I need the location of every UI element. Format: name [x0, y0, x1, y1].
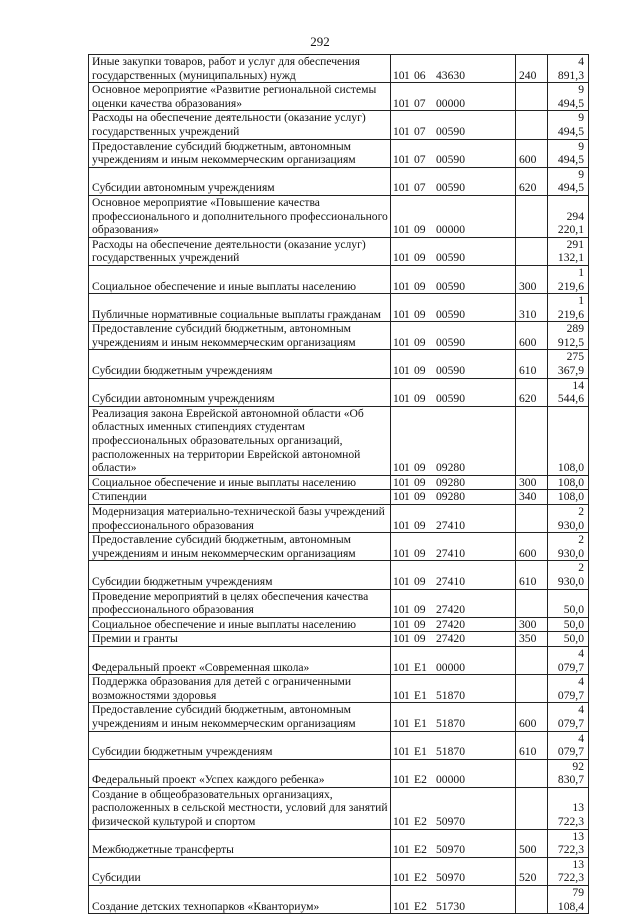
- amount: 9 494,5: [548, 111, 589, 139]
- code-section: 10: [393, 124, 405, 138]
- code-direction: 51870: [436, 745, 465, 759]
- code-subprogram: E2: [414, 815, 427, 829]
- code-direction: 00000: [436, 660, 465, 674]
- amount: 2 930,0: [548, 561, 589, 589]
- item-code: [391, 589, 516, 617]
- amount: 2 930,0: [548, 505, 589, 533]
- code-program: 1: [404, 307, 410, 321]
- expense-type: [516, 406, 548, 475]
- amount: 4 891,3: [548, 55, 589, 83]
- code-direction: 50970: [436, 843, 465, 857]
- item-name: Предоставление субсидий бюджетным, автономным учреждениям и иным некоммерческим организациям: [89, 533, 391, 561]
- item-name: Предоставление субсидий бюджетным, автономным учреждениям и иным некоммерческим организациям: [89, 322, 391, 350]
- code-program: 1: [404, 773, 410, 787]
- code-program: 1: [404, 364, 410, 378]
- code-direction: 27410: [436, 518, 465, 532]
- item-name: Создание в общеобразовательных организациях, расположенных в сельской местности, условий для занятий физической культурой и спортом: [89, 787, 391, 829]
- item-name: Предоставление субсидий бюджетным, автономным учреждениям и иным некоммерческим организациям: [89, 139, 391, 167]
- item-code: [391, 490, 516, 505]
- item-code: [391, 55, 516, 83]
- table-row: [89, 561, 589, 589]
- code-section: 10: [393, 632, 405, 646]
- item-name: Межбюджетные трансферты: [89, 829, 391, 857]
- amount: 1 219,6: [548, 265, 589, 293]
- item-code: [391, 829, 516, 857]
- code-direction: 00590: [436, 335, 465, 349]
- item-code: [391, 406, 516, 475]
- code-section: 10: [393, 603, 405, 617]
- amount: 4 079,7: [548, 731, 589, 759]
- expense-type: 620: [516, 378, 548, 406]
- item-code: [391, 294, 516, 322]
- code-program: 1: [404, 153, 410, 167]
- table-row: [89, 111, 589, 139]
- table-row: [89, 294, 589, 322]
- item-name: Субсидии автономным учреждениям: [89, 167, 391, 195]
- code-subprogram: 09: [414, 392, 426, 406]
- code-program: 1: [404, 871, 410, 885]
- item-name: Предоставление субсидий бюджетным, автономным учреждениям и иным некоммерческим организациям: [89, 703, 391, 731]
- expense-type: 300: [516, 617, 548, 632]
- code-section: 10: [393, 843, 405, 857]
- item-code: [391, 475, 516, 490]
- code-program: 1: [404, 181, 410, 195]
- amount: 2 930,0: [548, 533, 589, 561]
- expense-type: 600: [516, 322, 548, 350]
- code-direction: 50970: [436, 871, 465, 885]
- code-direction: 27420: [436, 617, 465, 631]
- amount: 4 079,7: [548, 675, 589, 703]
- code-subprogram: 09: [414, 307, 426, 321]
- code-direction: 00590: [436, 364, 465, 378]
- amount: 9 494,5: [548, 167, 589, 195]
- code-program: 1: [404, 96, 410, 110]
- expense-type: [516, 886, 548, 914]
- amount: 14 544,6: [548, 378, 589, 406]
- code-section: 10: [393, 96, 405, 110]
- amount: 108,0: [548, 406, 589, 475]
- amount: 50,0: [548, 589, 589, 617]
- expense-type: 520: [516, 857, 548, 885]
- code-subprogram: 07: [414, 96, 426, 110]
- code-direction: 09280: [436, 461, 465, 475]
- table-row: [89, 759, 589, 787]
- table-row: [89, 787, 589, 829]
- table-row: [89, 195, 589, 237]
- code-direction: 43630: [436, 68, 465, 82]
- code-program: 1: [404, 660, 410, 674]
- item-code: [391, 731, 516, 759]
- expense-type: [516, 195, 548, 237]
- item-code: [391, 703, 516, 731]
- code-section: 10: [393, 153, 405, 167]
- table-row: [89, 237, 589, 265]
- code-subprogram: 09: [414, 490, 426, 504]
- table-row: [89, 475, 589, 490]
- code-direction: 00000: [436, 223, 465, 237]
- code-direction: 00590: [436, 392, 465, 406]
- amount: 108,0: [548, 475, 589, 490]
- amount: 79 108,4: [548, 886, 589, 914]
- item-name: Субсидии бюджетным учреждениям: [89, 350, 391, 378]
- code-subprogram: 09: [414, 461, 426, 475]
- expense-type: [516, 111, 548, 139]
- code-program: 1: [404, 251, 410, 265]
- table-row: [89, 646, 589, 674]
- table-row: [89, 378, 589, 406]
- amount: 4 079,7: [548, 703, 589, 731]
- code-subprogram: 09: [414, 223, 426, 237]
- code-direction: 00590: [436, 251, 465, 265]
- code-section: 10: [393, 815, 405, 829]
- table-row: [89, 139, 589, 167]
- amount: 294 220,1: [548, 195, 589, 237]
- amount: 291 132,1: [548, 237, 589, 265]
- table-row: [89, 533, 589, 561]
- code-section: 10: [393, 574, 405, 588]
- code-subprogram: E2: [414, 773, 427, 787]
- amount: 13 722,3: [548, 857, 589, 885]
- expense-type: [516, 759, 548, 787]
- code-section: 10: [393, 223, 405, 237]
- table-row: [89, 829, 589, 857]
- code-program: 1: [404, 518, 410, 532]
- item-name: Социальное обеспечение и иные выплаты населению: [89, 475, 391, 490]
- code-section: 10: [393, 688, 405, 702]
- table-row: [89, 857, 589, 885]
- item-code: [391, 857, 516, 885]
- table-row: [89, 350, 589, 378]
- expense-type: [516, 787, 548, 829]
- item-code: [391, 632, 516, 647]
- amount: 4 079,7: [548, 646, 589, 674]
- item-code: [391, 111, 516, 139]
- table-row: [89, 675, 589, 703]
- code-direction: 00590: [436, 153, 465, 167]
- item-name: Стипендии: [89, 490, 391, 505]
- code-program: 1: [404, 392, 410, 406]
- item-code: [391, 350, 516, 378]
- code-section: 10: [393, 68, 405, 82]
- code-section: 10: [393, 335, 405, 349]
- expense-type: 600: [516, 533, 548, 561]
- code-program: 1: [404, 279, 410, 293]
- table-row: [89, 406, 589, 475]
- code-section: 10: [393, 899, 405, 913]
- item-name: Субсидии: [89, 857, 391, 885]
- amount: 92 830,7: [548, 759, 589, 787]
- expense-type: 600: [516, 703, 548, 731]
- code-section: 10: [393, 307, 405, 321]
- code-section: 10: [393, 392, 405, 406]
- table-row: [89, 703, 589, 731]
- code-direction: 50970: [436, 815, 465, 829]
- expense-type: 340: [516, 490, 548, 505]
- code-program: 1: [404, 461, 410, 475]
- item-name: Основное мероприятие «Повышение качества профессионального и дополнительного профессионального образования»: [89, 195, 391, 237]
- item-name: Субсидии автономным учреждениям: [89, 378, 391, 406]
- expense-type: 310: [516, 294, 548, 322]
- code-direction: 09280: [436, 475, 465, 489]
- code-subprogram: E1: [414, 688, 427, 702]
- table-row: [89, 589, 589, 617]
- item-code: [391, 886, 516, 914]
- table-row: [89, 265, 589, 293]
- code-direction: 00590: [436, 124, 465, 138]
- amount: 289 912,5: [548, 322, 589, 350]
- table-row: [89, 83, 589, 111]
- code-program: 1: [404, 475, 410, 489]
- item-name: Расходы на обеспечение деятельности (оказание услуг) государственных учреждений: [89, 237, 391, 265]
- code-section: 10: [393, 617, 405, 631]
- item-code: [391, 195, 516, 237]
- code-direction: 00000: [436, 773, 465, 787]
- code-program: 1: [404, 490, 410, 504]
- code-subprogram: 09: [414, 603, 426, 617]
- code-section: 10: [393, 660, 405, 674]
- code-section: 10: [393, 518, 405, 532]
- item-name: Создание детских технопарков «Кванториум»: [89, 886, 391, 914]
- item-name: Поддержка образования для детей с ограниченными возможностями здоровья: [89, 675, 391, 703]
- code-section: 10: [393, 475, 405, 489]
- code-section: 10: [393, 279, 405, 293]
- code-program: 1: [404, 617, 410, 631]
- code-subprogram: E2: [414, 899, 427, 913]
- code-direction: 27410: [436, 546, 465, 560]
- code-program: 1: [404, 716, 410, 730]
- code-program: 1: [404, 632, 410, 646]
- code-subprogram: 09: [414, 364, 426, 378]
- expense-type: 240: [516, 55, 548, 83]
- code-section: 10: [393, 461, 405, 475]
- item-name: Проведение мероприятий в целях обеспечения качества профессионального образования: [89, 589, 391, 617]
- code-subprogram: E2: [414, 871, 427, 885]
- code-subprogram: 07: [414, 153, 426, 167]
- table-row: [89, 632, 589, 647]
- item-code: [391, 322, 516, 350]
- amount: 9 494,5: [548, 139, 589, 167]
- item-name: Федеральный проект «Современная школа»: [89, 646, 391, 674]
- table-row: [89, 617, 589, 632]
- expense-type: 620: [516, 167, 548, 195]
- table-row: [89, 505, 589, 533]
- code-program: 1: [404, 546, 410, 560]
- item-code: [391, 265, 516, 293]
- amount: 13 722,3: [548, 829, 589, 857]
- table-row: [89, 886, 589, 914]
- item-code: [391, 787, 516, 829]
- code-direction: 27420: [436, 603, 465, 617]
- item-name: Расходы на обеспечение деятельности (оказание услуг) государственных учреждений: [89, 111, 391, 139]
- table-row: [89, 55, 589, 83]
- code-direction: 51870: [436, 716, 465, 730]
- table-row: [89, 167, 589, 195]
- code-program: 1: [404, 745, 410, 759]
- amount: 50,0: [548, 617, 589, 632]
- code-subprogram: 09: [414, 518, 426, 532]
- item-name: Реализация закона Еврейской автономной области «Об областных именных стипендиях студентам профессиональных образовательных организаций, расположенных на территории Еврейской автономной области»: [89, 406, 391, 475]
- code-direction: 51870: [436, 688, 465, 702]
- item-name: Иные закупки товаров, работ и услуг для обеспечения государственных (муниципальных) нужд: [89, 55, 391, 83]
- expense-type: 610: [516, 350, 548, 378]
- code-section: 10: [393, 773, 405, 787]
- code-subprogram: 09: [414, 335, 426, 349]
- code-direction: 00590: [436, 279, 465, 293]
- table-row: [89, 731, 589, 759]
- code-section: 10: [393, 546, 405, 560]
- item-name: Социальное обеспечение и иные выплаты населению: [89, 265, 391, 293]
- code-program: 1: [404, 335, 410, 349]
- expense-type: [516, 505, 548, 533]
- expense-type: 610: [516, 561, 548, 589]
- code-subprogram: 07: [414, 181, 426, 195]
- item-code: [391, 617, 516, 632]
- expense-type: [516, 675, 548, 703]
- budget-table: [88, 54, 589, 914]
- code-subprogram: 09: [414, 574, 426, 588]
- code-subprogram: 09: [414, 632, 426, 646]
- item-code: [391, 759, 516, 787]
- code-direction: 27410: [436, 574, 465, 588]
- expense-type: 610: [516, 731, 548, 759]
- code-subprogram: 09: [414, 279, 426, 293]
- item-name: Премии и гранты: [89, 632, 391, 647]
- code-direction: 00000: [436, 96, 465, 110]
- amount: 9 494,5: [548, 83, 589, 111]
- amount: 50,0: [548, 632, 589, 647]
- expense-type: [516, 83, 548, 111]
- amount: 1 219,6: [548, 294, 589, 322]
- code-subprogram: E2: [414, 843, 427, 857]
- code-program: 1: [404, 899, 410, 913]
- code-program: 1: [404, 124, 410, 138]
- item-name: Федеральный проект «Успех каждого ребенка»: [89, 759, 391, 787]
- code-direction: 27420: [436, 632, 465, 646]
- amount: 108,0: [548, 490, 589, 505]
- expense-type: 300: [516, 265, 548, 293]
- item-name: Субсидии бюджетным учреждениям: [89, 561, 391, 589]
- item-code: [391, 167, 516, 195]
- page-number: 292: [310, 34, 330, 49]
- code-direction: 00590: [436, 307, 465, 321]
- code-section: 10: [393, 716, 405, 730]
- code-section: 10: [393, 364, 405, 378]
- expense-type: 350: [516, 632, 548, 647]
- table-row: [89, 490, 589, 505]
- item-name: Субсидии бюджетным учреждениям: [89, 731, 391, 759]
- code-program: 1: [404, 815, 410, 829]
- code-program: 1: [404, 574, 410, 588]
- item-name: Публичные нормативные социальные выплаты гражданам: [89, 294, 391, 322]
- item-code: [391, 675, 516, 703]
- item-code: [391, 139, 516, 167]
- expense-type: 300: [516, 475, 548, 490]
- code-subprogram: 07: [414, 124, 426, 138]
- code-section: 10: [393, 251, 405, 265]
- item-code: [391, 646, 516, 674]
- code-section: 10: [393, 181, 405, 195]
- code-subprogram: 06: [414, 68, 426, 82]
- code-section: 10: [393, 871, 405, 885]
- amount: 275 367,9: [548, 350, 589, 378]
- code-subprogram: E1: [414, 716, 427, 730]
- code-section: 10: [393, 490, 405, 504]
- item-name: Социальное обеспечение и иные выплаты населению: [89, 617, 391, 632]
- code-subprogram: 09: [414, 475, 426, 489]
- item-code: [391, 237, 516, 265]
- code-program: 1: [404, 68, 410, 82]
- item-name: Модернизация материально-технической базы учреждений профессионального образования: [89, 505, 391, 533]
- item-name: Основное мероприятие «Развитие региональной системы оценки качества образования»: [89, 83, 391, 111]
- code-program: 1: [404, 603, 410, 617]
- code-direction: 00590: [436, 181, 465, 195]
- item-code: [391, 561, 516, 589]
- expense-type: 500: [516, 829, 548, 857]
- code-subprogram: E1: [414, 660, 427, 674]
- expense-type: 600: [516, 139, 548, 167]
- code-direction: 51730: [436, 899, 465, 913]
- item-code: [391, 83, 516, 111]
- code-subprogram: 09: [414, 617, 426, 631]
- item-code: [391, 378, 516, 406]
- amount: 13 722,3: [548, 787, 589, 829]
- item-code: [391, 505, 516, 533]
- expense-type: [516, 589, 548, 617]
- code-program: 1: [404, 843, 410, 857]
- item-code: [391, 533, 516, 561]
- code-program: 1: [404, 223, 410, 237]
- code-section: 10: [393, 745, 405, 759]
- table-row: [89, 322, 589, 350]
- code-program: 1: [404, 688, 410, 702]
- code-subprogram: 09: [414, 251, 426, 265]
- expense-type: [516, 237, 548, 265]
- code-direction: 09280: [436, 490, 465, 504]
- expense-type: [516, 646, 548, 674]
- code-subprogram: E1: [414, 745, 427, 759]
- code-subprogram: 09: [414, 546, 426, 560]
